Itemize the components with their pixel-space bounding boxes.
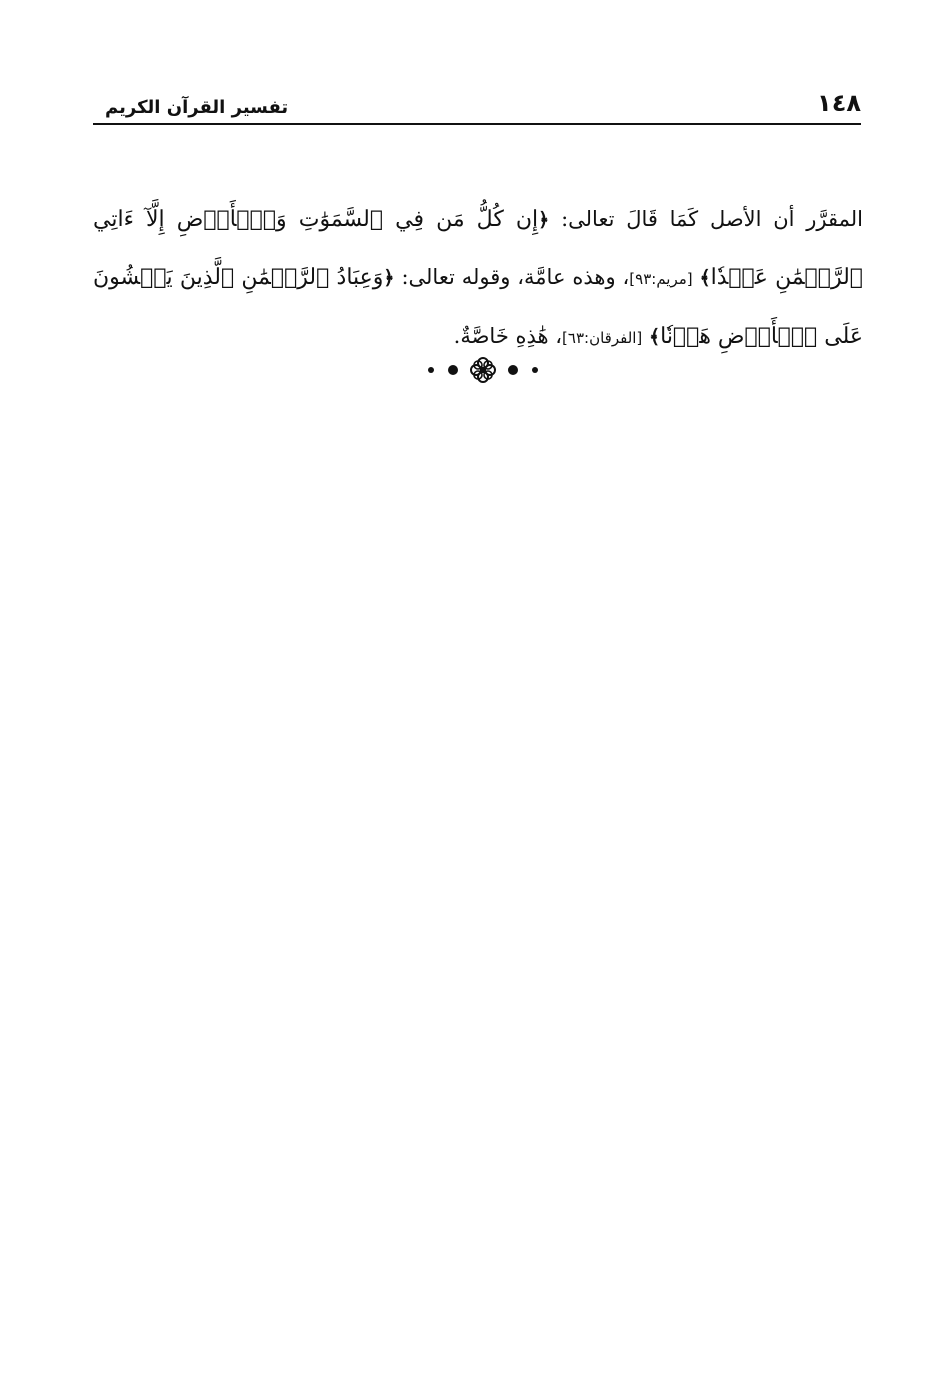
flower-ornament-icon [471, 358, 495, 382]
quran-close-bracket: ﴾ [648, 326, 661, 348]
quran-open-bracket: ﴿ [383, 267, 395, 289]
body-paragraph [93, 191, 863, 367]
middle-text: ، وهذه عامَّة، وقوله تعالى: [401, 265, 630, 289]
header-rule [93, 123, 861, 125]
page-header [93, 88, 861, 124]
intro-text: المقرَّر أن الأصل كَمَا قَالَ تعالى: [561, 207, 863, 231]
verse-reference-2: [الفرقان:٦٣] [562, 329, 643, 347]
quran-verse-2: وَعِبَادُ ٱلرَّحۡمَٰنِ ٱلَّذِينَ يَمۡشُونَ عَلَى ٱلۡأَرۡضِ هَوۡنٗا [93, 265, 863, 349]
quran-close-bracket: ﴾ [699, 267, 711, 289]
quran-open-bracket: ﴿ [538, 209, 550, 231]
quran-verse-1: إِن كُلُّ مَن فِي ٱلسَّمَوَٰتِ وَٱلۡأَرۡضِ إِلَّآ ءَاتِي ٱلرَّحۡمَٰنِ عَبۡدٗا [93, 207, 863, 290]
ending-text: ، هَٰذِهِ خَاصَّةٌ. [453, 324, 563, 348]
verse-reference-1: [مريم:٩٣] [629, 270, 693, 288]
running-title: تفسير القرآن الكريم [105, 97, 289, 118]
section-end-ornament [425, 355, 541, 385]
page-number: ١٤٨ [817, 89, 861, 117]
